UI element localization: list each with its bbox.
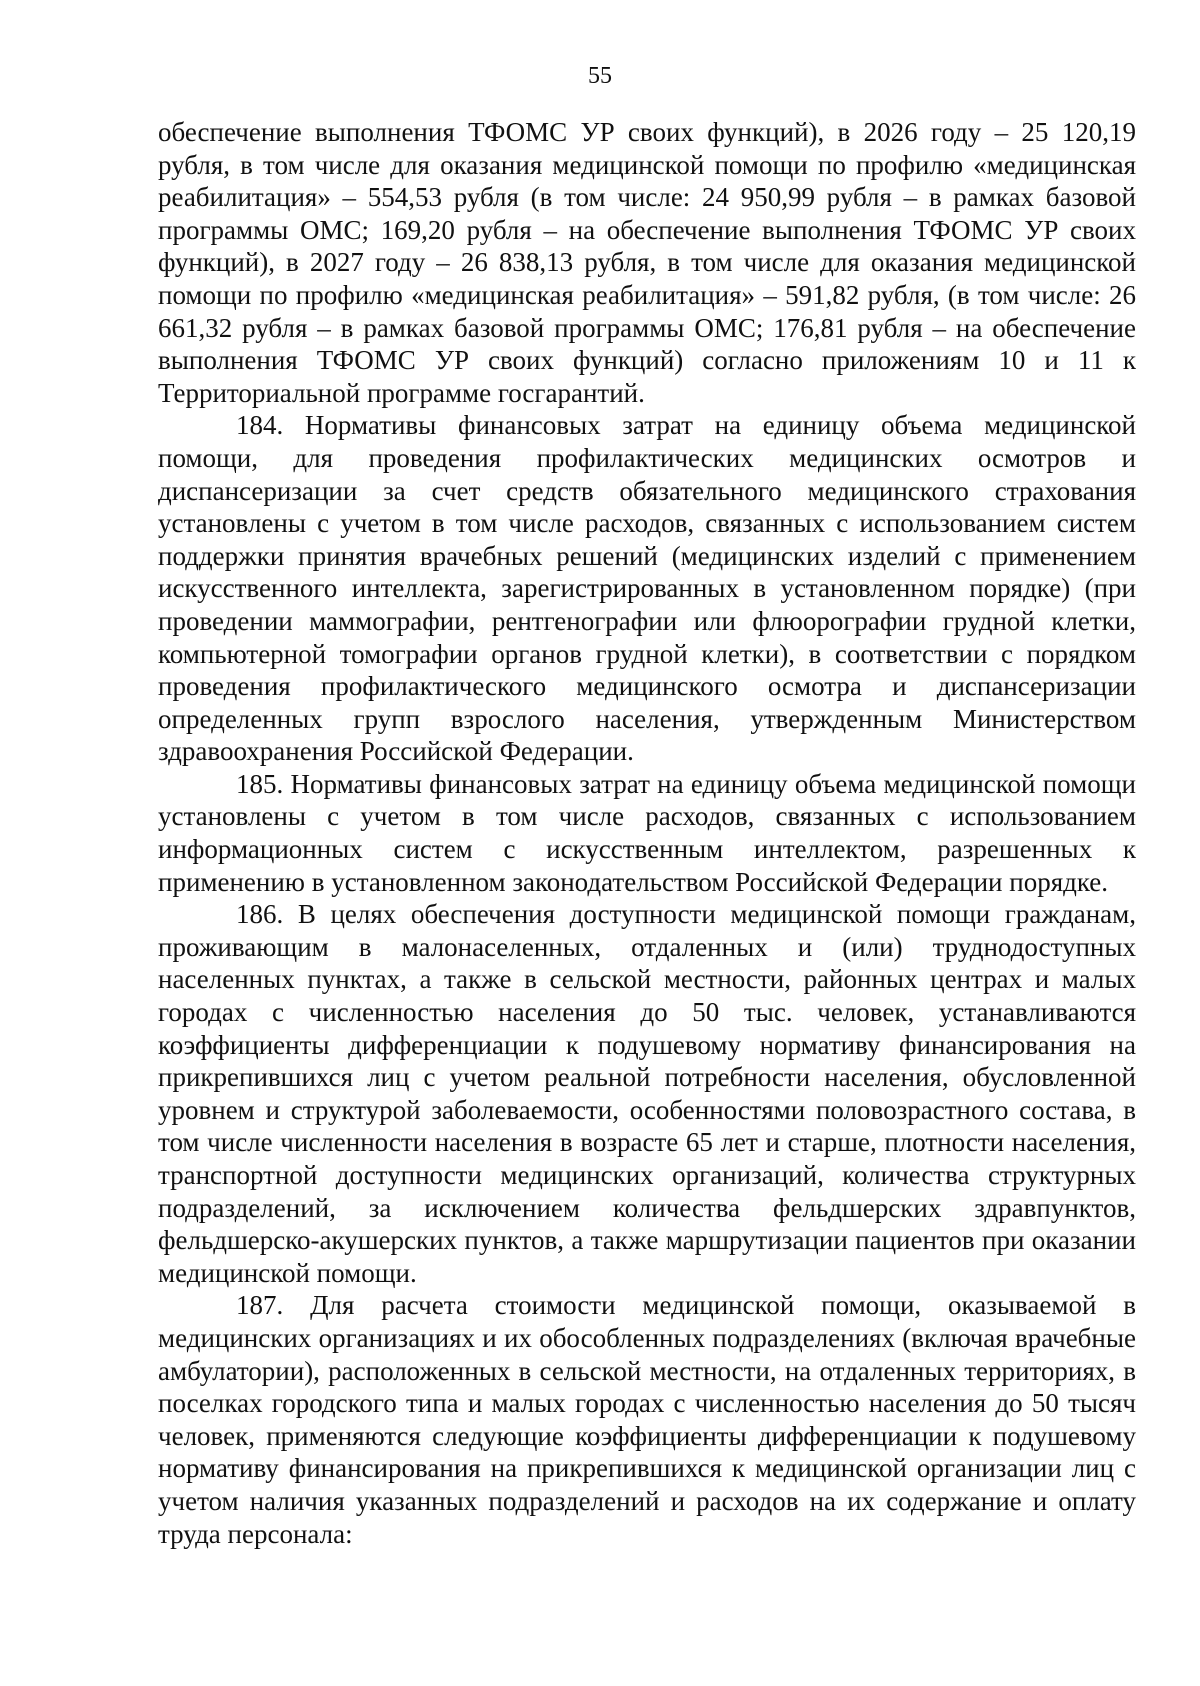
document-body [158,116,1136,1550]
page-number: 55 [588,63,612,89]
paragraph-continuation: обеспечение выполнения ТФОМС УР своих функций), в 2026 году – 25 120,19 рубля, в том числе для оказания медицинской помощи по профилю «медицинская реабилитация» – 554,53 рубля (в том числе: 24 950,99 рубля – в рамках базовой программы ОМС; 169,20 рубля – на обеспечение выполнения ТФОМС УР своих функций), в 2027 году – 26 838,13 рубля, в том числе для оказания медицинской помощи по профилю «медицинская реабилитация» – 591,82 рубля, (в том числе: 26 661,32 рубля – в рамках базовой программы ОМС; 176,81 рубля – на обеспечение выполнения ТФОМС УР своих функций) согласно приложениям 10 и 11 к Территориальной программе госгарантий. [158,117,1136,408]
paragraph-186: 186. В целях обеспечения доступности медицинской помощи гражданам, проживающим в малонаселенных, отдаленных и (или) труднодоступных населенных пунктах, а также в сельской местности, районных центрах и малых городах с численностью населения до 50 тыс. человек, устанавливаются коэффициенты дифференциации к подушевому нормативу финансирования на прикрепившихся лиц с учетом реальной потребности населения, обусловленной уровнем и структурой заболеваемости, особенностями половозрастного состава, в том числе численности населения в возрасте 65 лет и старше, плотности населения, транспортной доступности медицинских организаций, количества структурных подразделений, за исключением количества фельдшерских здравпунктов, фельдшерско-акушерских пунктов, а также маршрутизации пациентов при оказании медицинской помощи. [158,899,1136,1288]
paragraph-184: 184. Нормативы финансовых затрат на единицу объема медицинской помощи, для проведения профилактических медицинских осмотров и диспансеризации за счет средств обязательного медицинского страхования установлены с учетом в том числе расходов, связанных с использованием систем поддержки принятия врачебных решений (медицинских изделий с применением искусственного интеллекта, зарегистрированных в установленном порядке) (при проведении маммографии, рентгенографии или флюорографии грудной клетки, компьютерной томографии органов грудной клетки), в соответствии с порядком проведения профилактического медицинского осмотра и диспансеризации определенных групп взрослого населения, утвержденным Министерством здравоохранения Российской Федерации. [158,410,1136,767]
paragraph-187: 187. Для расчета стоимости медицинской помощи, оказываемой в медицинских организациях и их обособленных подразделениях (включая врачебные амбулатории), расположенных в сельской местности, на отдаленных территориях, в поселках городского типа и малых городах с численностью населения до 50 тысяч человек, применяются следующие коэффициенты дифференциации к подушевому нормативу финансирования на прикрепившихся к медицинской организации лиц с учетом наличия указанных подразделений и расходов на их содержание и оплату труда персонала: [158,1290,1136,1549]
paragraph-185: 185. Нормативы финансовых затрат на единицу объема медицинской помощи установлены с учетом в том числе расходов, связанных с использованием информационных систем с искусственным интеллектом, разрешенных к применению в установленном законодательством Российской Федерации порядке. [158,768,1136,897]
